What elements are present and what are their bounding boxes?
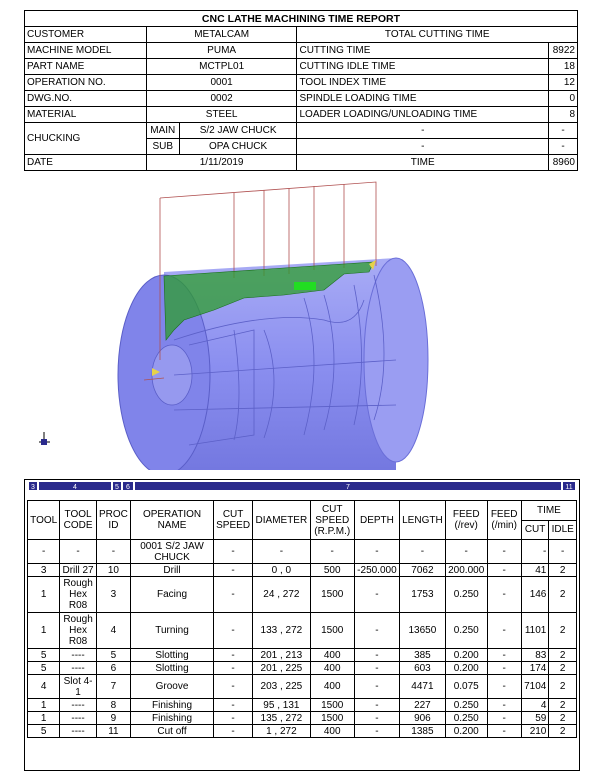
- operation-name-cell: 0001 S/2 JAW CHUCK: [131, 540, 214, 564]
- rpm-cell: 1500: [310, 577, 354, 613]
- depth-cell: -: [354, 712, 399, 725]
- feed-min-cell: -: [487, 540, 521, 564]
- sub-chuck-value: OPA CHUCK: [179, 139, 297, 155]
- tool-cell: 1: [28, 712, 60, 725]
- feed-rev-cell: 200.000: [445, 564, 487, 577]
- cut-speed-cell: -: [213, 577, 252, 613]
- tool-cell: 4: [28, 675, 60, 699]
- feed-min-cell: -: [487, 662, 521, 675]
- table-row: [28, 699, 577, 712]
- cut-speed-cell: -: [213, 662, 252, 675]
- header-operation-name: OPERATION NAME: [131, 501, 214, 540]
- tool-cell: -: [28, 540, 60, 564]
- tool-index-time-label: TOOL INDEX TIME: [297, 75, 549, 91]
- rpm-cell: 1500: [310, 613, 354, 649]
- cut-time-cell: 146: [521, 577, 549, 613]
- length-cell: 603: [399, 662, 445, 675]
- idle-time-cell: 2: [549, 699, 577, 712]
- material-label: MATERIAL: [25, 107, 147, 123]
- header-depth: DEPTH: [354, 501, 399, 540]
- header-time: TIME: [521, 501, 576, 521]
- tool-cell: 5: [28, 725, 60, 738]
- length-cell: 7062: [399, 564, 445, 577]
- proc-id-cell: -: [96, 540, 130, 564]
- header-cut-speed: CUT SPEED: [213, 501, 252, 540]
- length-cell: 906: [399, 712, 445, 725]
- cut-speed-cell: -: [213, 725, 252, 738]
- tool-cell: 1: [28, 699, 60, 712]
- diameter-cell: 203 , 225: [253, 675, 310, 699]
- tool-code-cell: Rough Hex R08: [60, 577, 96, 613]
- svg-text:4: 4: [73, 484, 77, 491]
- operation-name-cell: Slotting: [131, 649, 214, 662]
- header-tool-code: TOOL CODE: [60, 501, 96, 540]
- idle-time-cell: -: [549, 540, 577, 564]
- proc-id-cell: 10: [96, 564, 130, 577]
- table-row: [28, 712, 577, 725]
- dwg-no-value: 0002: [146, 91, 297, 107]
- diameter-cell: 201 , 213: [253, 649, 310, 662]
- cut-time-cell: 41: [521, 564, 549, 577]
- header-cut-speed-rpm: CUT SPEED (R.P.M.): [310, 501, 354, 540]
- rpm-cell: 400: [310, 725, 354, 738]
- customer-label: CUSTOMER: [25, 27, 147, 43]
- depth-cell: -: [354, 725, 399, 738]
- feed-rev-cell: 0.250: [445, 699, 487, 712]
- machine-model-value: PUMA: [146, 43, 297, 59]
- cutting-time-value: 8922: [548, 43, 577, 59]
- cut-time-cell: -: [521, 540, 549, 564]
- header-tool: TOOL: [28, 501, 60, 540]
- operation-name-cell: Finishing: [131, 699, 214, 712]
- feed-rev-cell: 0.250: [445, 577, 487, 613]
- table-row: [28, 564, 577, 577]
- timeline-segment[interactable]: [29, 482, 37, 491]
- diameter-cell: -: [253, 540, 310, 564]
- cut-time-cell: 7104: [521, 675, 549, 699]
- table-row: [28, 675, 577, 699]
- spindle-loading-time-value: 0: [548, 91, 577, 107]
- timeline-segment[interactable]: [113, 482, 121, 491]
- operation-name-cell: Facing: [131, 577, 214, 613]
- operation-name-cell: Groove: [131, 675, 214, 699]
- idle-time-cell: 2: [549, 662, 577, 675]
- tool-code-cell: ----: [60, 712, 96, 725]
- svg-text:6: 6: [126, 484, 130, 491]
- length-cell: 1753: [399, 577, 445, 613]
- header-cut: CUT: [521, 520, 549, 540]
- diameter-cell: 133 , 272: [253, 613, 310, 649]
- diameter-cell: 1 , 272: [253, 725, 310, 738]
- operation-name-cell: Drill: [131, 564, 214, 577]
- main-chuck-extra-value: -: [548, 123, 577, 139]
- svg-text:11: 11: [565, 484, 573, 491]
- table-row: [28, 613, 577, 649]
- cut-speed-cell: -: [213, 712, 252, 725]
- sub-chuck-extra-value: -: [548, 139, 577, 155]
- feed-rev-cell: 0.250: [445, 712, 487, 725]
- table-row: [28, 725, 577, 738]
- proc-id-cell: 6: [96, 662, 130, 675]
- table-row: [28, 540, 577, 564]
- depth-cell: -: [354, 675, 399, 699]
- cut-time-cell: 1101: [521, 613, 549, 649]
- depth-cell: -: [354, 613, 399, 649]
- depth-cell: -250.000: [354, 564, 399, 577]
- operation-name-cell: Slotting: [131, 662, 214, 675]
- proc-id-cell: 9: [96, 712, 130, 725]
- operation-no-label: OPERATION NO.: [25, 75, 147, 91]
- header-proc-id: PROC ID: [96, 501, 130, 540]
- feed-rev-cell: 0.075: [445, 675, 487, 699]
- idle-time-cell: 2: [549, 675, 577, 699]
- header-feed-min: FEED (/min): [487, 501, 521, 540]
- feed-min-cell: -: [487, 712, 521, 725]
- feed-rev-cell: 0.200: [445, 725, 487, 738]
- tool-code-cell: ----: [60, 699, 96, 712]
- length-cell: 4471: [399, 675, 445, 699]
- length-cell: 1385: [399, 725, 445, 738]
- feed-rev-cell: 0.200: [445, 662, 487, 675]
- proc-id-cell: 4: [96, 613, 130, 649]
- cut-time-cell: 174: [521, 662, 549, 675]
- svg-text:5: 5: [115, 484, 119, 491]
- feed-rev-cell: -: [445, 540, 487, 564]
- length-cell: -: [399, 540, 445, 564]
- svg-text:3: 3: [31, 484, 35, 491]
- part-name-label: PART NAME: [25, 59, 147, 75]
- dwg-no-label: DWG.NO.: [25, 91, 147, 107]
- diameter-cell: 0 , 0: [253, 564, 310, 577]
- idle-time-cell: 2: [549, 649, 577, 662]
- idle-time-cell: 2: [549, 725, 577, 738]
- rpm-cell: 400: [310, 649, 354, 662]
- tool-code-cell: ----: [60, 649, 96, 662]
- main-chuck-value: S/2 JAW CHUCK: [179, 123, 297, 139]
- proc-id-cell: 11: [96, 725, 130, 738]
- svg-text:7: 7: [346, 484, 350, 491]
- cut-speed-cell: -: [213, 564, 252, 577]
- time-total-value: 8960: [548, 155, 577, 171]
- date-value: 1/11/2019: [146, 155, 297, 171]
- operations-table-body: [28, 540, 577, 738]
- timeline-segment[interactable]: [123, 482, 133, 491]
- header-idle: IDLE: [549, 520, 577, 540]
- rpm-cell: 400: [310, 675, 354, 699]
- tool-code-cell: Drill 27: [60, 564, 96, 577]
- tool-code-cell: Rough Hex R08: [60, 613, 96, 649]
- feed-rev-cell: 0.250: [445, 613, 487, 649]
- operation-name-cell: Cut off: [131, 725, 214, 738]
- feed-min-cell: -: [487, 725, 521, 738]
- header-feed-rev: FEED (/rev): [445, 501, 487, 540]
- depth-cell: -: [354, 577, 399, 613]
- cut-time-cell: 210: [521, 725, 549, 738]
- depth-cell: -: [354, 662, 399, 675]
- cut-speed-cell: -: [213, 613, 252, 649]
- header-length: LENGTH: [399, 501, 445, 540]
- rpm-cell: 500: [310, 564, 354, 577]
- diameter-cell: 201 , 225: [253, 662, 310, 675]
- feed-rev-cell: 0.200: [445, 649, 487, 662]
- table-row: [28, 662, 577, 675]
- tool-cell: 1: [28, 577, 60, 613]
- tool-code-cell: Slot 4-1: [60, 675, 96, 699]
- tool-index-time-value: 12: [548, 75, 577, 91]
- sub-chuck-label: SUB: [146, 139, 179, 155]
- header-diameter: DIAMETER: [253, 501, 310, 540]
- date-label: DATE: [25, 155, 147, 171]
- material-value: STEEL: [146, 107, 297, 123]
- spindle-loading-time-label: SPINDLE LOADING TIME: [297, 91, 549, 107]
- feed-min-cell: -: [487, 675, 521, 699]
- tool-cell: 1: [28, 613, 60, 649]
- timeline-segment[interactable]: [563, 482, 575, 491]
- proc-id-cell: 3: [96, 577, 130, 613]
- tool-code-cell: ----: [60, 662, 96, 675]
- tool-cell: 3: [28, 564, 60, 577]
- chucking-label: CHUCKING: [25, 123, 147, 155]
- cut-time-cell: 83: [521, 649, 549, 662]
- diameter-cell: 95 , 131: [253, 699, 310, 712]
- idle-time-cell: 2: [549, 712, 577, 725]
- cut-time-cell: 4: [521, 699, 549, 712]
- operations-table: [27, 500, 577, 738]
- report-header-table: [24, 10, 578, 171]
- cut-speed-cell: -: [213, 699, 252, 712]
- customer-value: METALCAM: [146, 27, 297, 43]
- depth-cell: -: [354, 540, 399, 564]
- rpm-cell: 1500: [310, 712, 354, 725]
- rpm-cell: 400: [310, 662, 354, 675]
- total-cutting-time-label: TOTAL CUTTING TIME: [297, 27, 578, 43]
- tool-code-cell: -: [60, 540, 96, 564]
- length-cell: 385: [399, 649, 445, 662]
- time-label: TIME: [297, 155, 549, 171]
- tool-cell: 5: [28, 662, 60, 675]
- depth-cell: -: [354, 699, 399, 712]
- loader-time-label: LOADER LOADING/UNLOADING TIME: [297, 107, 549, 123]
- table-row: [28, 649, 577, 662]
- part-3d-render: [24, 180, 578, 470]
- proc-id-cell: 7: [96, 675, 130, 699]
- depth-cell: -: [354, 649, 399, 662]
- sub-chuck-extra: -: [297, 139, 549, 155]
- idle-time-cell: 2: [549, 564, 577, 577]
- diameter-cell: 24 , 272: [253, 577, 310, 613]
- tool-code-cell: ----: [60, 725, 96, 738]
- feed-min-cell: -: [487, 564, 521, 577]
- length-cell: 227: [399, 699, 445, 712]
- cutting-idle-time-label: CUTTING IDLE TIME: [297, 59, 549, 75]
- lathe-part-drawing: [24, 180, 578, 470]
- feed-min-cell: -: [487, 649, 521, 662]
- operation-name-cell: Finishing: [131, 712, 214, 725]
- part-name-value: MCTPL01: [146, 59, 297, 75]
- diameter-cell: 135 , 272: [253, 712, 310, 725]
- proc-id-cell: 5: [96, 649, 130, 662]
- axis-indicator-icon: [39, 432, 50, 445]
- operation-name-cell: Turning: [131, 613, 214, 649]
- machine-model-label: MACHINE MODEL: [25, 43, 147, 59]
- operations-panel: [24, 479, 580, 771]
- timeline-segment[interactable]: [39, 482, 111, 491]
- operation-timeline[interactable]: [25, 480, 579, 492]
- feed-min-cell: -: [487, 699, 521, 712]
- proc-id-cell: 8: [96, 699, 130, 712]
- main-chuck-extra: -: [297, 123, 549, 139]
- cutting-idle-time-value: 18: [548, 59, 577, 75]
- cutting-time-label: CUTTING TIME: [297, 43, 549, 59]
- main-chuck-label: MAIN: [146, 123, 179, 139]
- operation-no-value: 0001: [146, 75, 297, 91]
- table-row: [28, 577, 577, 613]
- report-title: CNC LATHE MACHINING TIME REPORT: [25, 11, 578, 27]
- feed-min-cell: -: [487, 577, 521, 613]
- timeline-segment[interactable]: [135, 482, 561, 491]
- cut-time-cell: 59: [521, 712, 549, 725]
- idle-time-cell: 2: [549, 613, 577, 649]
- rpm-cell: -: [310, 540, 354, 564]
- cut-speed-cell: -: [213, 649, 252, 662]
- cut-speed-cell: -: [213, 540, 252, 564]
- idle-time-cell: 2: [549, 577, 577, 613]
- feed-min-cell: -: [487, 613, 521, 649]
- length-cell: 13650: [399, 613, 445, 649]
- rpm-cell: 1500: [310, 699, 354, 712]
- loader-time-value: 8: [548, 107, 577, 123]
- tool-cell: 5: [28, 649, 60, 662]
- cut-speed-cell: -: [213, 675, 252, 699]
